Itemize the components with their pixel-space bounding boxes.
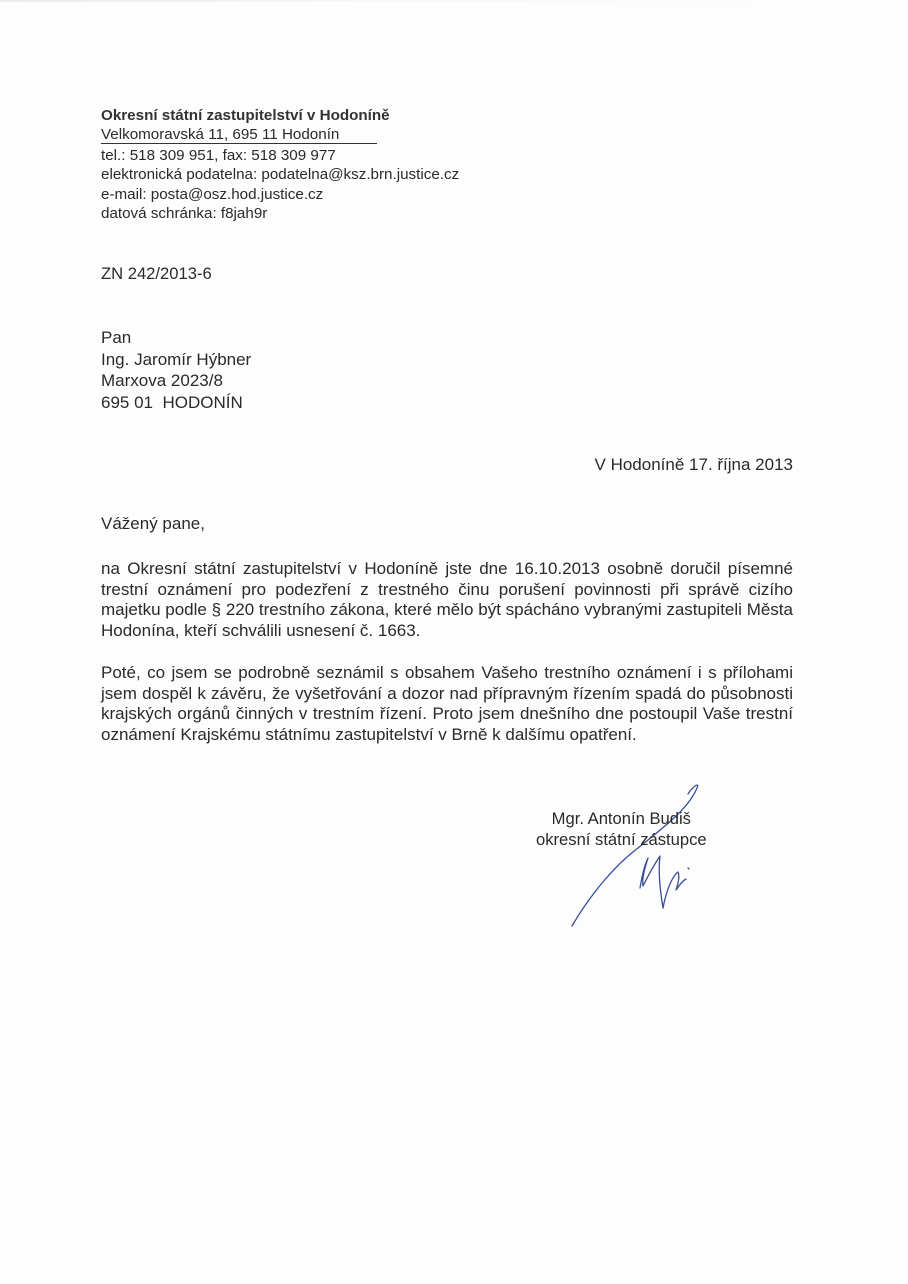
signatory-position: okresní státní zástupce [536,830,707,849]
sender-data-box: datová schránka: f8jah9r [101,204,268,222]
scan-edge [0,0,908,2]
signatory-name: Mgr. Antonín Budiš [551,809,691,828]
recipient-address [101,327,251,413]
handwritten-signature [560,780,720,940]
signature-block [536,808,707,850]
recipient-street: Marxova 2023/8 [101,371,223,390]
sender-address: Velkomoravská 11, 695 11 Hodonín [101,127,377,144]
date-line: V Hodoníně 17. října 2013 [594,455,793,474]
body-paragraph-2: Poté, co jsem se podrobně seznámil s obsahem Vašeho trestního oznámení i s přílohami jsem dospěl k závěru, že vyšetřování a dozor nad přípravným řízením spadá do působnosti krajských orgánů činných v trestním řízení. Proto jsem dnešního dne postoupil Vaše trestní oznámení Krajskému státnímu zastupitelství v Brně k dalšímu opatření. [101,663,793,744]
recipient-city: 695 01 HODONÍN [101,392,243,412]
sender-organization: Okresní státní zastupitelství v Hodoníně [101,107,390,124]
reference-number: ZN 242/2013-6 [101,264,212,283]
body-paragraph-1: na Okresní státní zastupitelství v Hodoníně jste dne 16.10.2013 osobně doručil písemné trestní oznámení pro podezření z trestného činu porušení povinnosti při správě cizího majetku podle § 220 trestního zákona, které mělo být spácháno vybranými zastupiteli Města Hodonína, kteří schválili usnesení č. 1663. [101,559,793,640]
recipient-title: Pan [101,328,132,347]
sender-letterhead [101,106,459,223]
sender-phone-fax: tel.: 518 309 951, fax: 518 309 977 [101,147,336,165]
sender-e-filing: elektronická podatelna: podatelna@ksz.brn.justice.cz [101,166,460,184]
recipient-name: Ing. Jaromír Hýbner [101,349,252,369]
sender-email: e-mail: posta@osz.hod.justice.cz [101,185,324,203]
salutation: Vážený pane, [101,514,205,533]
